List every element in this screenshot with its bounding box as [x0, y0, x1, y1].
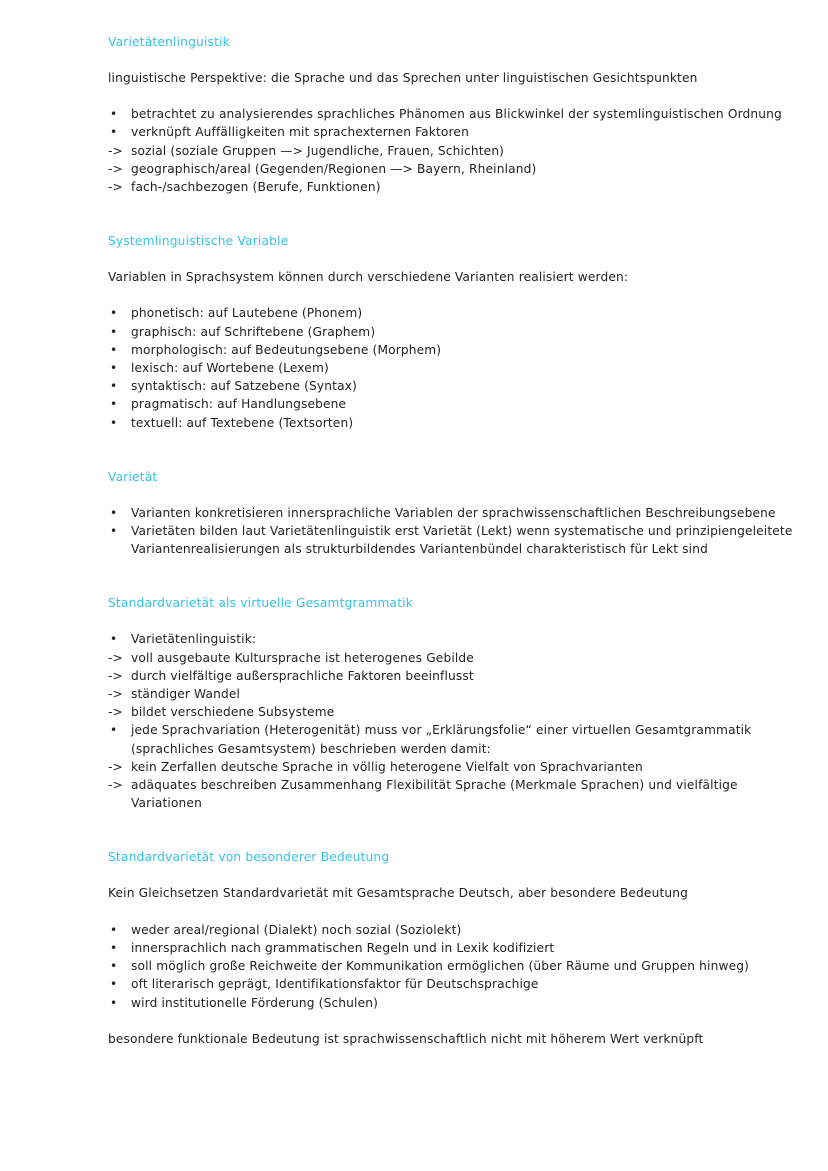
section-outro: besondere funktionale Bedeutung ist sprachwissenschaftlich nicht mit höherem Wert verknüpft: [108, 1031, 704, 1046]
section-list: [108, 630, 798, 812]
list-item-text: morphologisch: auf Bedeutungsebene (Morphem): [131, 342, 442, 357]
section-systemlinguistische-variable: [108, 232, 798, 432]
section-list: [108, 105, 798, 196]
list-item: [108, 414, 798, 432]
list-item-text: lexisch: auf Wortebene (Lexem): [131, 361, 329, 376]
arrow-marker: ->: [108, 778, 123, 793]
list-item: [108, 178, 798, 196]
list-item: [108, 142, 798, 160]
list-item: [108, 395, 798, 413]
list-item: [108, 776, 798, 812]
list-item-text: bildet verschiedene Subsysteme: [131, 705, 335, 720]
arrow-marker: ->: [108, 705, 123, 720]
list-item-text: oft literarisch geprägt, Identifikationsfaktor für Deutschsprachige: [131, 977, 539, 992]
bullet-marker: •: [110, 922, 118, 937]
list-item-text: ständiger Wandel: [131, 687, 241, 702]
bullet-marker: •: [110, 940, 118, 955]
list-item-text: adäquates beschreiben Zusammenhang Flexibilität Sprache (Merkmale Sprachen) und vielfältige Variationen: [131, 778, 738, 811]
arrow-marker: ->: [108, 668, 123, 683]
bullet-marker: •: [110, 361, 118, 376]
list-item: [108, 123, 798, 141]
bullet-marker: •: [110, 505, 118, 520]
list-item-text: textuell: auf Textebene (Textsorten): [131, 415, 354, 430]
bullet-marker: •: [110, 524, 118, 539]
list-item: [108, 685, 798, 703]
list-item: [108, 160, 798, 178]
bullet-marker: •: [110, 306, 118, 321]
section-varietaetenlinguistik: [108, 33, 798, 196]
list-item-text: graphisch: auf Schriftebene (Graphem): [131, 324, 376, 339]
list-item-text: voll ausgebaute Kultursprache ist heterogenes Gebilde: [131, 650, 474, 665]
bullet-marker: •: [110, 107, 118, 122]
list-item: [108, 504, 798, 522]
list-item: [108, 105, 798, 123]
bullet-marker: •: [110, 995, 118, 1010]
section-heading: Systemlinguistische Variable: [108, 234, 289, 249]
section-standardvarietaet-gesamtgrammatik: [108, 594, 798, 812]
section-intro: linguistische Perspektive: die Sprache und das Sprechen unter linguistischen Gesichtspunkten: [108, 71, 698, 85]
list-item: [108, 975, 798, 993]
document-page: [108, 33, 798, 1048]
list-item: [108, 630, 798, 648]
arrow-marker: ->: [108, 180, 123, 195]
list-item: [108, 649, 798, 667]
list-item-text: wird institutionelle Förderung (Schulen): [131, 995, 379, 1010]
section-heading: Varietät: [108, 469, 158, 484]
list-item-text: pragmatisch: auf Handlungsebene: [131, 397, 347, 412]
bullet-marker: •: [110, 397, 118, 412]
section-heading: Standardvarietät von besonderer Bedeutung: [108, 850, 390, 865]
arrow-marker: ->: [108, 161, 123, 176]
bullet-marker: •: [110, 632, 118, 647]
list-item-text: Varietätenlinguistik:: [131, 632, 257, 647]
section-list: [108, 921, 798, 1012]
bullet-marker: •: [110, 324, 118, 339]
list-item: [108, 522, 798, 558]
list-item-text: sozial (soziale Gruppen —> Jugendliche, Frauen, Schichten): [131, 143, 505, 158]
list-item-text: durch vielfältige außersprachliche Faktoren beeinflusst: [131, 668, 474, 683]
bullet-marker: •: [110, 125, 118, 140]
arrow-marker: ->: [108, 759, 123, 774]
list-item: [108, 921, 798, 939]
bullet-marker: •: [110, 723, 118, 738]
list-item-text: weder areal/regional (Dialekt) noch sozial (Soziolekt): [131, 922, 462, 937]
list-item: [108, 703, 798, 721]
list-item: [108, 957, 798, 975]
bullet-marker: •: [110, 959, 118, 974]
list-item-text: kein Zerfallen deutsche Sprache in völlig heterogene Vielfalt von Sprachvarianten: [131, 759, 643, 774]
list-item-text: verknüpft Auffälligkeiten mit sprachexternen Faktoren: [131, 125, 469, 140]
list-item-text: innersprachlich nach grammatischen Regeln und in Lexik kodifiziert: [131, 940, 555, 955]
section-varietaet: [108, 468, 798, 559]
list-item-text: soll möglich große Reichweite der Kommunikation ermöglichen (über Räume und Gruppen hinweg): [131, 959, 750, 974]
bullet-marker: •: [110, 379, 118, 394]
list-item: [108, 721, 798, 757]
list-item: [108, 939, 798, 957]
list-item: [108, 359, 798, 377]
list-item: [108, 994, 798, 1012]
list-item: [108, 323, 798, 341]
section-list: [108, 504, 798, 559]
section-intro: Variablen in Sprachsystem können durch verschiedene Varianten realisiert werden:: [108, 270, 629, 285]
section-list: [108, 304, 798, 431]
list-item: [108, 758, 798, 776]
section-intro: Kein Gleichsetzen Standardvarietät mit Gesamtsprache Deutsch, aber besondere Bedeutung: [108, 886, 689, 901]
list-item-text: fach-/sachbezogen (Berufe, Funktionen): [131, 180, 381, 195]
arrow-marker: ->: [108, 143, 123, 158]
bullet-marker: •: [110, 977, 118, 992]
section-heading: Standardvarietät als virtuelle Gesamtgrammatik: [108, 596, 414, 611]
list-item-text: syntaktisch: auf Satzebene (Syntax): [131, 379, 357, 394]
bullet-marker: •: [110, 342, 118, 357]
section-standardvarietaet-bedeutung: [108, 848, 798, 1047]
list-item-text: betrachtet zu analysierendes sprachliches Phänomen aus Blickwinkel der systemlinguistischen Ordnung: [131, 107, 782, 122]
list-item-text: geographisch/areal (Gegenden/Regionen —> Bayern, Rheinland): [131, 161, 537, 176]
section-heading: Varietätenlinguistik: [108, 35, 230, 49]
list-item-text: phonetisch: auf Lautebene (Phonem): [131, 306, 363, 321]
list-item-text: jede Sprachvariation (Heterogenität) muss vor „Erklärungsfolie“ einer virtuellen Gesamtgrammatik (sprachliches Gesamtsystem) beschrieben werden damit:: [131, 723, 752, 756]
arrow-marker: ->: [108, 687, 123, 702]
bullet-marker: •: [110, 415, 118, 430]
list-item-text: Varianten konkretisieren innersprachliche Variablen der sprachwissenschaftlichen Beschreibungsebene: [131, 505, 776, 520]
list-item-text: Varietäten bilden laut Varietätenlinguistik erst Varietät (Lekt) wenn systematische und prinzipiengeleitete Variantenrealisierungen als strukturbildendes Variantenbündel charakteristisch für Lekt sind: [131, 524, 793, 557]
list-item: [108, 341, 798, 359]
arrow-marker: ->: [108, 650, 123, 665]
list-item: [108, 377, 798, 395]
list-item: [108, 667, 798, 685]
list-item: [108, 304, 798, 322]
